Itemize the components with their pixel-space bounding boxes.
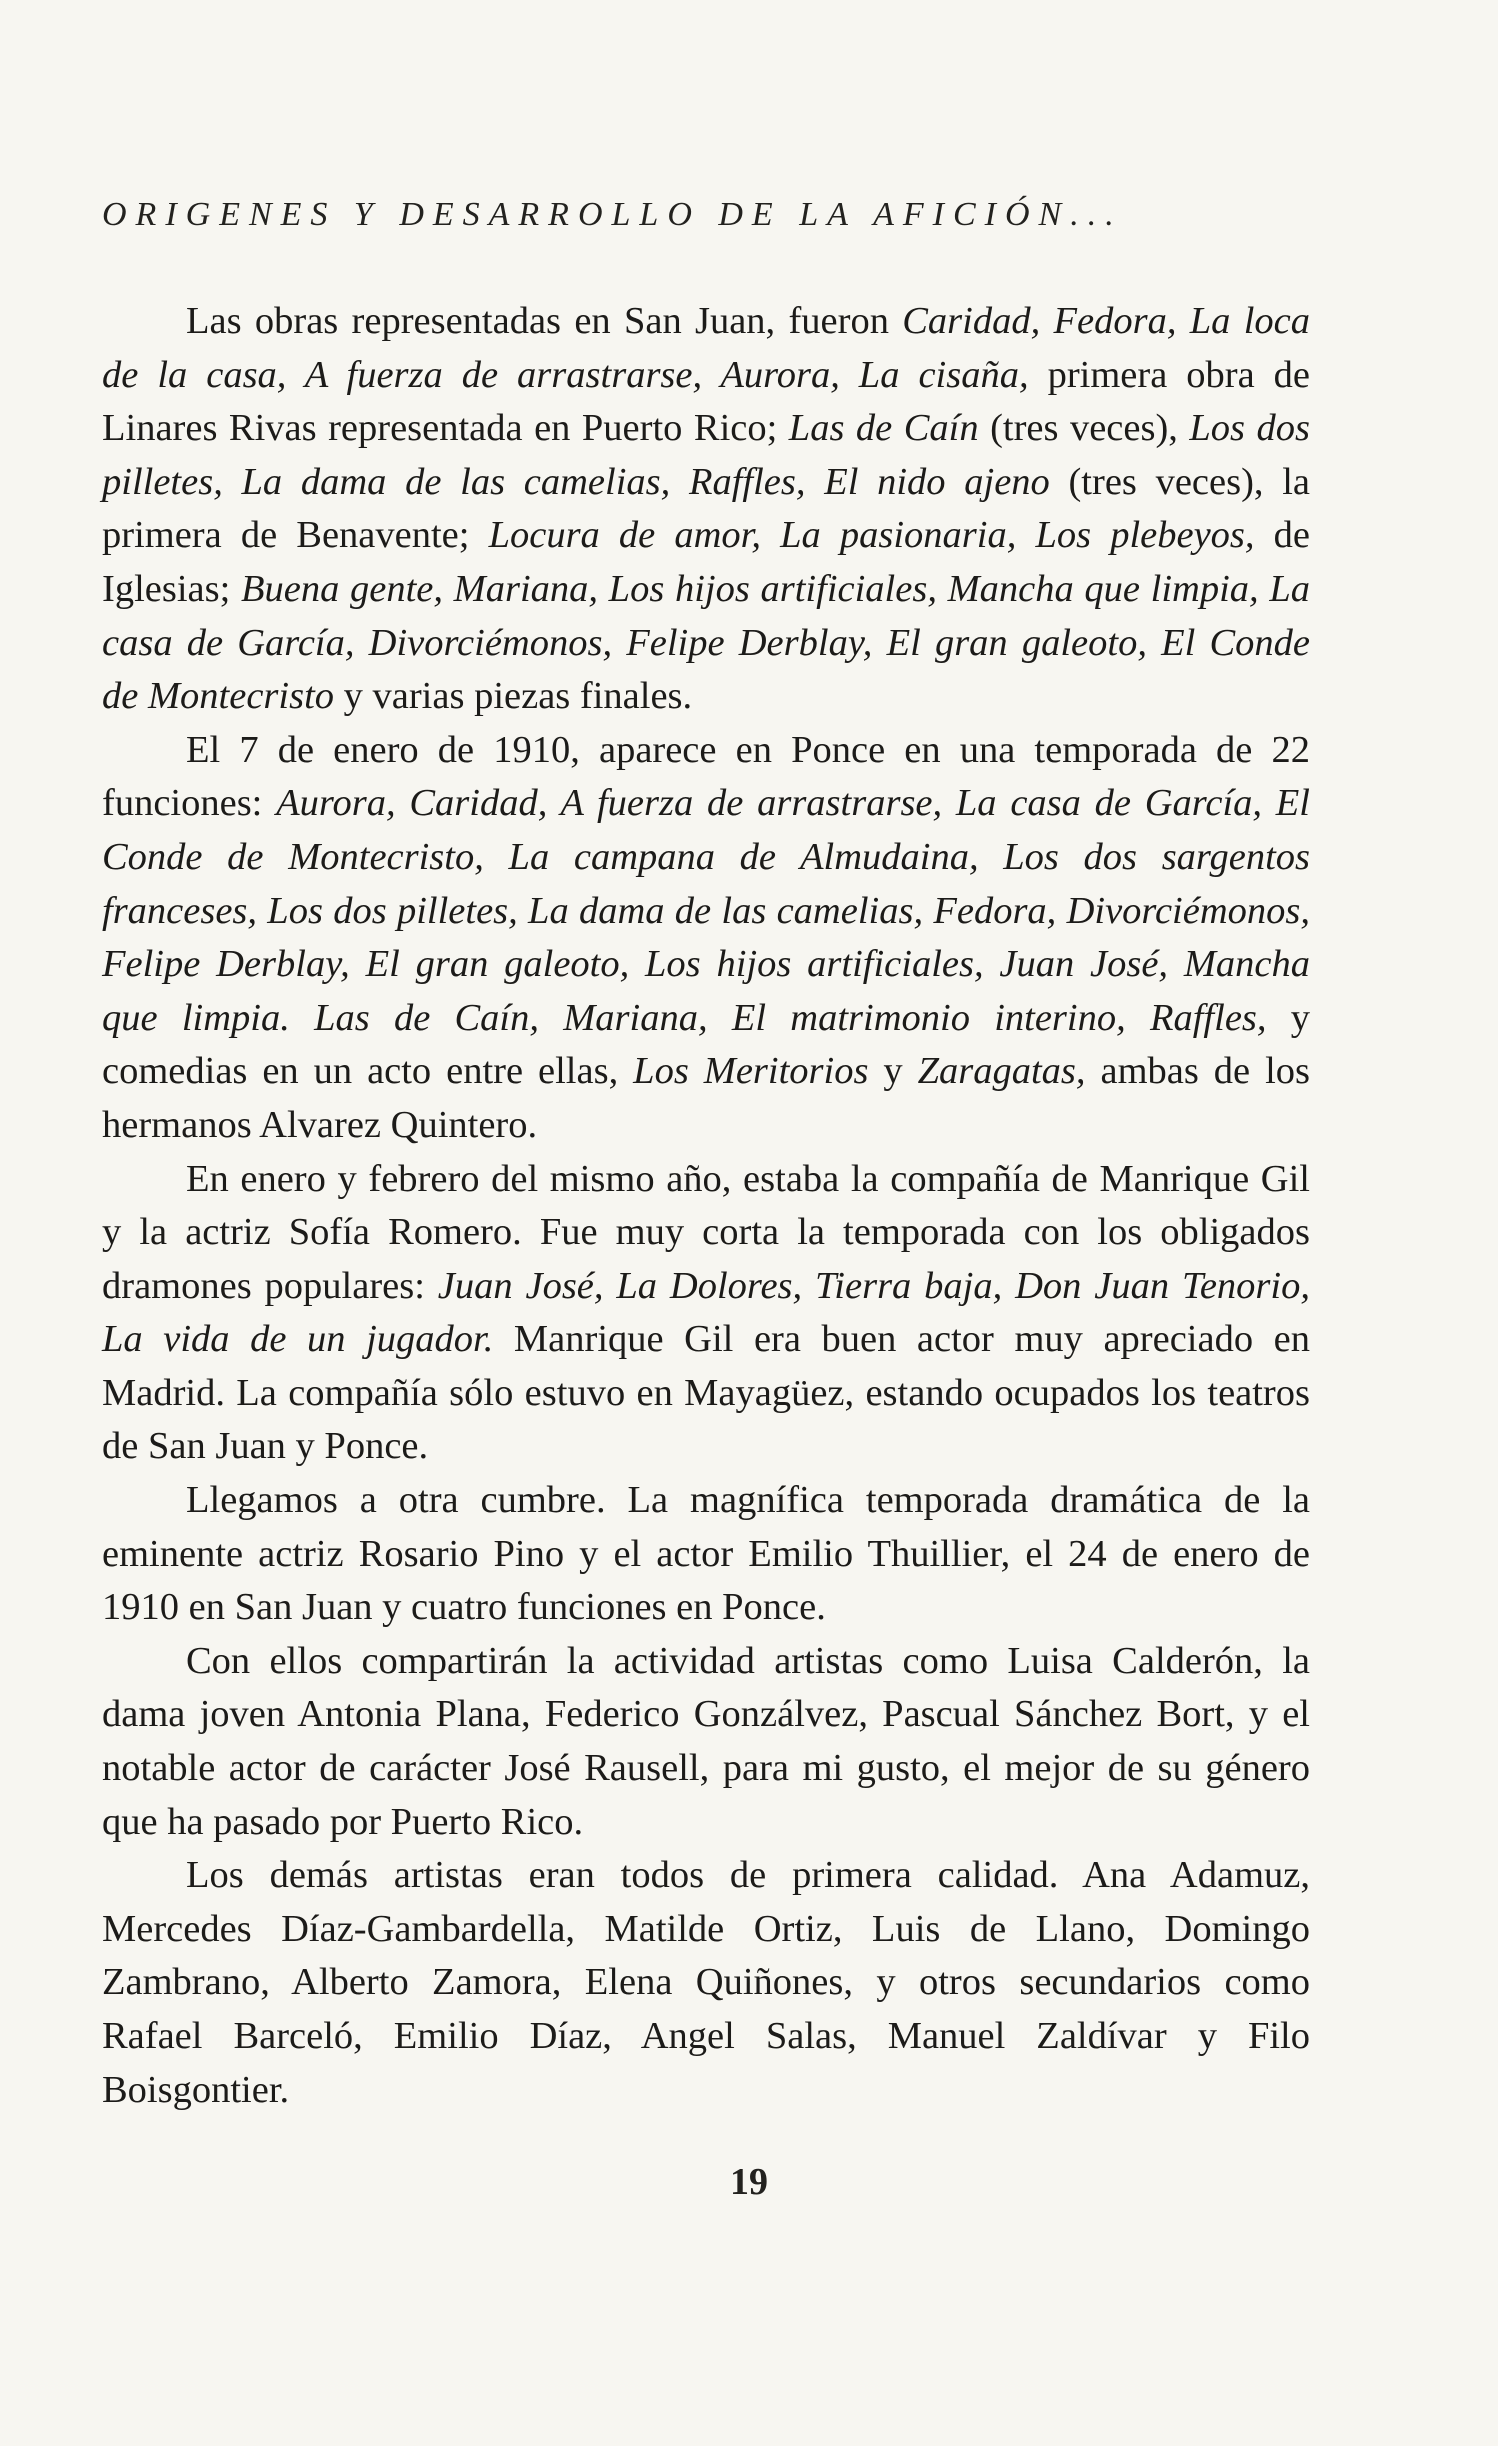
italic-title-run: Buena gente, Mariana, Los hijos artificiales, Mancha que limpia, La casa de García, Divorciémonos, Felipe Derblay, El gran galeoto, El Conde de Montecristo [102, 567, 1310, 718]
paragraph [102, 1153, 1310, 1475]
italic-title-run: Zaragatas, [917, 1050, 1086, 1093]
italic-title-run: Las de Caín [788, 407, 979, 450]
paragraph [102, 1635, 1310, 1849]
text-run: de Iglesias; [102, 514, 1310, 610]
running-head: ORIGENES Y DESARROLLO DE LA AFICIÓN... [102, 196, 1123, 233]
paragraph [102, 1849, 1310, 2117]
italic-title-run: Juan José, La Dolores, Tierra baja, Don Juan Tenorio, La vida de un jugador. [102, 1264, 1310, 1361]
paragraph [102, 1474, 1310, 1635]
text-run: y varias piezas finales. [334, 675, 693, 718]
text-run: En enero y febrero del mismo año, estaba la compañía de Manrique Gil y la actriz Sofía Romero. Fue muy corta la temporada con los obligados dramones populares: [102, 1157, 1310, 1307]
paragraph [102, 724, 1310, 1153]
text-run: y comedias en un acto entre ellas, [102, 996, 1310, 1093]
text-run: Llegamos a otra cumbre. La magnífica temporada dramática de la eminente actriz Rosario Pino y el actor Emilio Thuillier, el 24 de enero de 1910 en San Juan y cuatro funciones en Ponce. [102, 1479, 1310, 1629]
text-run: El 7 de enero de 1910, aparece en Ponce en una temporada de 22 funciones: [102, 728, 1310, 825]
italic-title-run: Los Meritorios [633, 1050, 869, 1093]
text-run: (tres veces), [978, 407, 1190, 450]
text-run: primera obra de Linares Rivas representada en Puerto Rico; [102, 353, 1310, 450]
italic-title-run: Aurora, Caridad, A fuerza de arrastrarse, La casa de García, El Conde de Montecristo, La campana de Almudaina, Los dos sargentos franceses, Los dos pilletes, La dama de las camelias, Fedora, Divorciémonos, Felipe Derblay, El gran galeoto, Los hijos artificiales, Juan José, Mancha que limpia. Las de Caín, Mariana, El matrimonio interino, Raffles, [102, 782, 1311, 1039]
text-run: (tres veces), la primera de Benavente; [102, 460, 1310, 557]
text-run: ambas de los hermanos Alvarez Quintero. [102, 1050, 1311, 1146]
body-text [102, 295, 1310, 2117]
italic-title-run: Los dos pilletes, La dama de las camelias, Raffles, El nido ajeno [102, 407, 1310, 503]
text-run: Manrique Gil era buen actor muy apreciado en Madrid. La compañía sólo estuvo en Mayagüez, estando ocupados los teatros de San Juan y Ponce. [102, 1318, 1310, 1468]
text-run: Con ellos compartirán la actividad artistas como Luisa Calderón, la dama joven Antonia Plana, Federico Gonzálvez, Pascual Sánchez Bort, y el notable actor de carácter José Rausell, para mi gusto, el mejor de su género que ha pasado por Puerto Rico. [102, 1639, 1310, 1843]
page-number: 19 [730, 2161, 768, 2203]
italic-title-run: Caridad, Fedora, La loca de la casa, A fuerza de arrastrarse, Aurora, La cisaña, [102, 300, 1310, 396]
text-run: Las obras representadas en San Juan, fueron [186, 300, 903, 342]
text-run: y [868, 1050, 918, 1093]
paragraph [102, 295, 1310, 724]
text-run: Los demás artistas eran todos de primera calidad. Ana Adamuz, Mercedes Díaz-Gambardella, Matilde Ortiz, Luis de Llano, Domingo Zambrano, Alberto Zamora, Elena Quiñones, y otros secundarios como Rafael Barceló, Emilio Díaz, Angel Salas, Manuel Zaldívar y Filo Boisgontier. [102, 1854, 1310, 2111]
italic-title-run: Locura de amor, La pasionaria, Los plebeyos, [488, 514, 1255, 557]
